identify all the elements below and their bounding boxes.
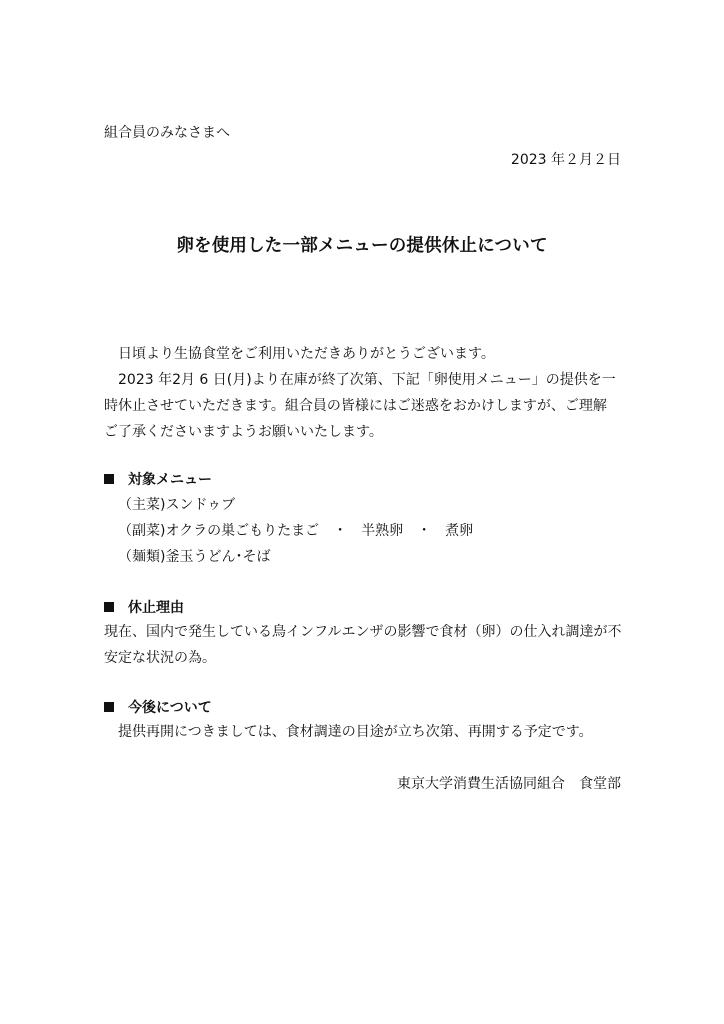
target-menu-list [118,492,473,570]
square-bullet-icon [104,602,114,612]
section-heading-label: 今後について [128,700,212,716]
square-bullet-icon [104,702,114,712]
list-item: （主菜)スンドゥブ [118,497,236,513]
section-heading-target-menu [104,469,212,489]
section-heading-label: 休止理由 [128,600,184,616]
addressee: 組合員のみなさまへ [104,125,230,141]
intro-line: 日頃より生協食堂をご利用いただきありがとうございます。 [118,346,495,362]
notice-date: 2023 年２月２日 [510,152,621,168]
square-bullet-icon [104,474,114,484]
signature: 東京大学消費生活協同組合 食堂部 [397,776,621,792]
intro-paragraph [104,341,624,445]
list-item: （副菜)オクラの巣ごもりたまご ・ 半熟卵 ・ 煮卵 [118,523,474,539]
future-paragraph [104,719,624,745]
section-heading-reason [104,597,184,617]
intro-line: 2023 年2月 6 日(月)より在庫が終了次第、下記「卵使用メニュー」の提供を一 [118,372,616,388]
reason-line: 現在、国内で発生している鳥インフルエンザの影響で食材（卵）の仕入れ調達が不 [104,624,622,640]
list-item: （麺類)釜玉うどん･そば [118,549,271,565]
intro-line: ご了承くださいますようお願いいたします。 [104,424,383,440]
notice-title: 卵を使用した一部メニューの提供休止について [176,236,548,256]
section-heading-label: 対象メニュー [128,472,212,488]
reason-paragraph [104,619,624,671]
intro-line: 時休止させていただきます。組合員の皆様にはご迷惑をおかけしますが、ご理解 [104,398,607,414]
reason-line: 安定な状況の為。 [104,650,216,666]
section-heading-future [104,697,212,717]
future-line: 提供再開につきましては、食材調達の目途が立ち次第、再開する予定です。 [118,724,593,740]
